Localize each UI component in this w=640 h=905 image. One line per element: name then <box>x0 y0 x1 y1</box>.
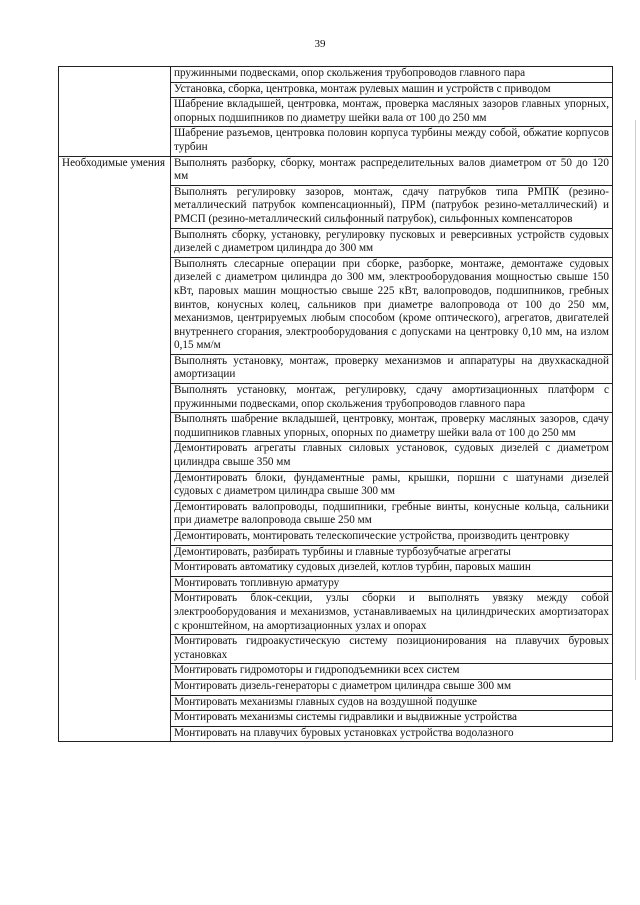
skill-text-cell: Выполнять сборку, установку, регулировку пусковых и реверсивных устройств судовых дизелей с диаметром цилиндра до 300 мм <box>171 228 613 257</box>
skill-text-cell: Монтировать дизель-генераторы с диаметром цилиндра свыше 300 мм <box>171 679 613 695</box>
action-text-cell: Установка, сборка, центровка, монтаж рулевых машин и устройств с приводом <box>171 82 613 98</box>
skill-text-cell: Демонтировать агрегаты главных силовых установок, судовых дизелей с диаметром цилиндра свыше 350 мм <box>171 442 613 471</box>
action-text-cell: Шабрение разъемов, центровка половин корпуса турбины между собой, обжатие корпусов турбин <box>171 127 613 156</box>
skill-text-cell: Выполнять разборку, сборку, монтаж распределительных валов диаметром от 50 до 120 мм <box>171 156 613 185</box>
skill-text-cell: Монтировать гидромоторы и гидроподъемники всех систем <box>171 664 613 680</box>
skill-text-cell: Монтировать автоматику судовых дизелей, котлов турбин, паровых машин <box>171 561 613 577</box>
skill-text-cell: Монтировать гидроакустическую систему позиционирования на плавучих буровых установках <box>171 635 613 664</box>
action-text-cell: пружинными подвесками, опор скольжения трубопроводов главного пара <box>171 67 613 83</box>
skill-text-cell: Выполнять шабрение вкладышей, центровку, монтаж, проверку масляных зазоров, сдачу подшипников главных упорных, опорных по диаметру шейки вала от 100 до 250 мм <box>171 413 613 442</box>
skill-text-cell: Монтировать блок-секции, узлы сборки и выполнять увязку между собой электрооборудования и механизмов, устанавливаемых на цилиндрических амортизаторах с кронштейном, на амортизационных узлах и опорах <box>171 592 613 635</box>
page-number: 39 <box>314 38 326 50</box>
skill-text-cell: Демонтировать блоки, фундаментные рамы, крышки, поршни с шатунами дизелей судовых с диаметром цилиндра свыше 300 мм <box>171 471 613 500</box>
skill-text-cell: Выполнять установку, монтаж, проверку механизмов и аппаратуры на двухкаскадной амортизации <box>171 354 613 383</box>
skill-text-cell: Монтировать механизмы главных судов на воздушной подушке <box>171 695 613 711</box>
skill-text-cell: Демонтировать, монтировать телескопические устройства, производить центровку <box>171 530 613 546</box>
skill-text-cell: Выполнять установку, монтаж, регулировку, сдачу амортизационных платформ с пружинными подвесками, опор скольжения трубопроводов главного пара <box>171 384 613 413</box>
skill-text-cell: Демонтировать, разбирать турбины и главные турбозубчатые агрегаты <box>171 545 613 561</box>
skill-text-cell: Монтировать механизмы системы гидравлики и выдвижные устройства <box>171 711 613 727</box>
table-row <box>59 156 613 185</box>
action-text-cell: Шабрение вкладышей, центровка, монтаж, проверка масляных зазоров главных упорных, опорных подшипников по диаметру шейки вала от 100 до 250 мм <box>171 98 613 127</box>
scan-edge-line <box>635 120 636 680</box>
skills-label-cell: Необходимые умения <box>59 156 171 742</box>
skill-text-cell: Выполнять регулировку зазоров, монтаж, сдачу патрубков типа РМПК (резино-металлический патрубок компенсационный), ПРМ (патрубок резино-металлический) и РМСП (резино-металлический сильфонный патрубок), сильфонных компенсаторов <box>171 185 613 228</box>
requirements-table <box>58 66 613 742</box>
table-row <box>59 67 613 83</box>
skill-text-cell: Монтировать на плавучих буровых установках устройства водолазного <box>171 726 613 742</box>
skill-text-cell: Демонтировать валопроводы, подшипники, гребные винты, конусные кольца, сальники при диаметре валопровода свыше 250 мм <box>171 500 613 529</box>
skill-text-cell: Монтировать топливную арматуру <box>171 576 613 592</box>
empty-label-cell <box>59 67 171 157</box>
skill-text-cell: Выполнять слесарные операции при сборке, разборке, монтаже, демонтаже судовых дизелей с диаметром цилиндра до 300 мм, электрооборудования мощностью свыше 150 кВт, паровых машин мощностью свыше 225 кВт, валопроводов, подшипников, гребных винтов, конусных колец, сальников при диаметре валопровода от 100 до 250 мм, механизмов, центрируемых любым способом (кроме оптического), агрегатов, двигателей внутреннего сгорания, электрооборудования с допусками на центровку 0,10 мм, на излом 0,15 мм/м <box>171 257 613 354</box>
